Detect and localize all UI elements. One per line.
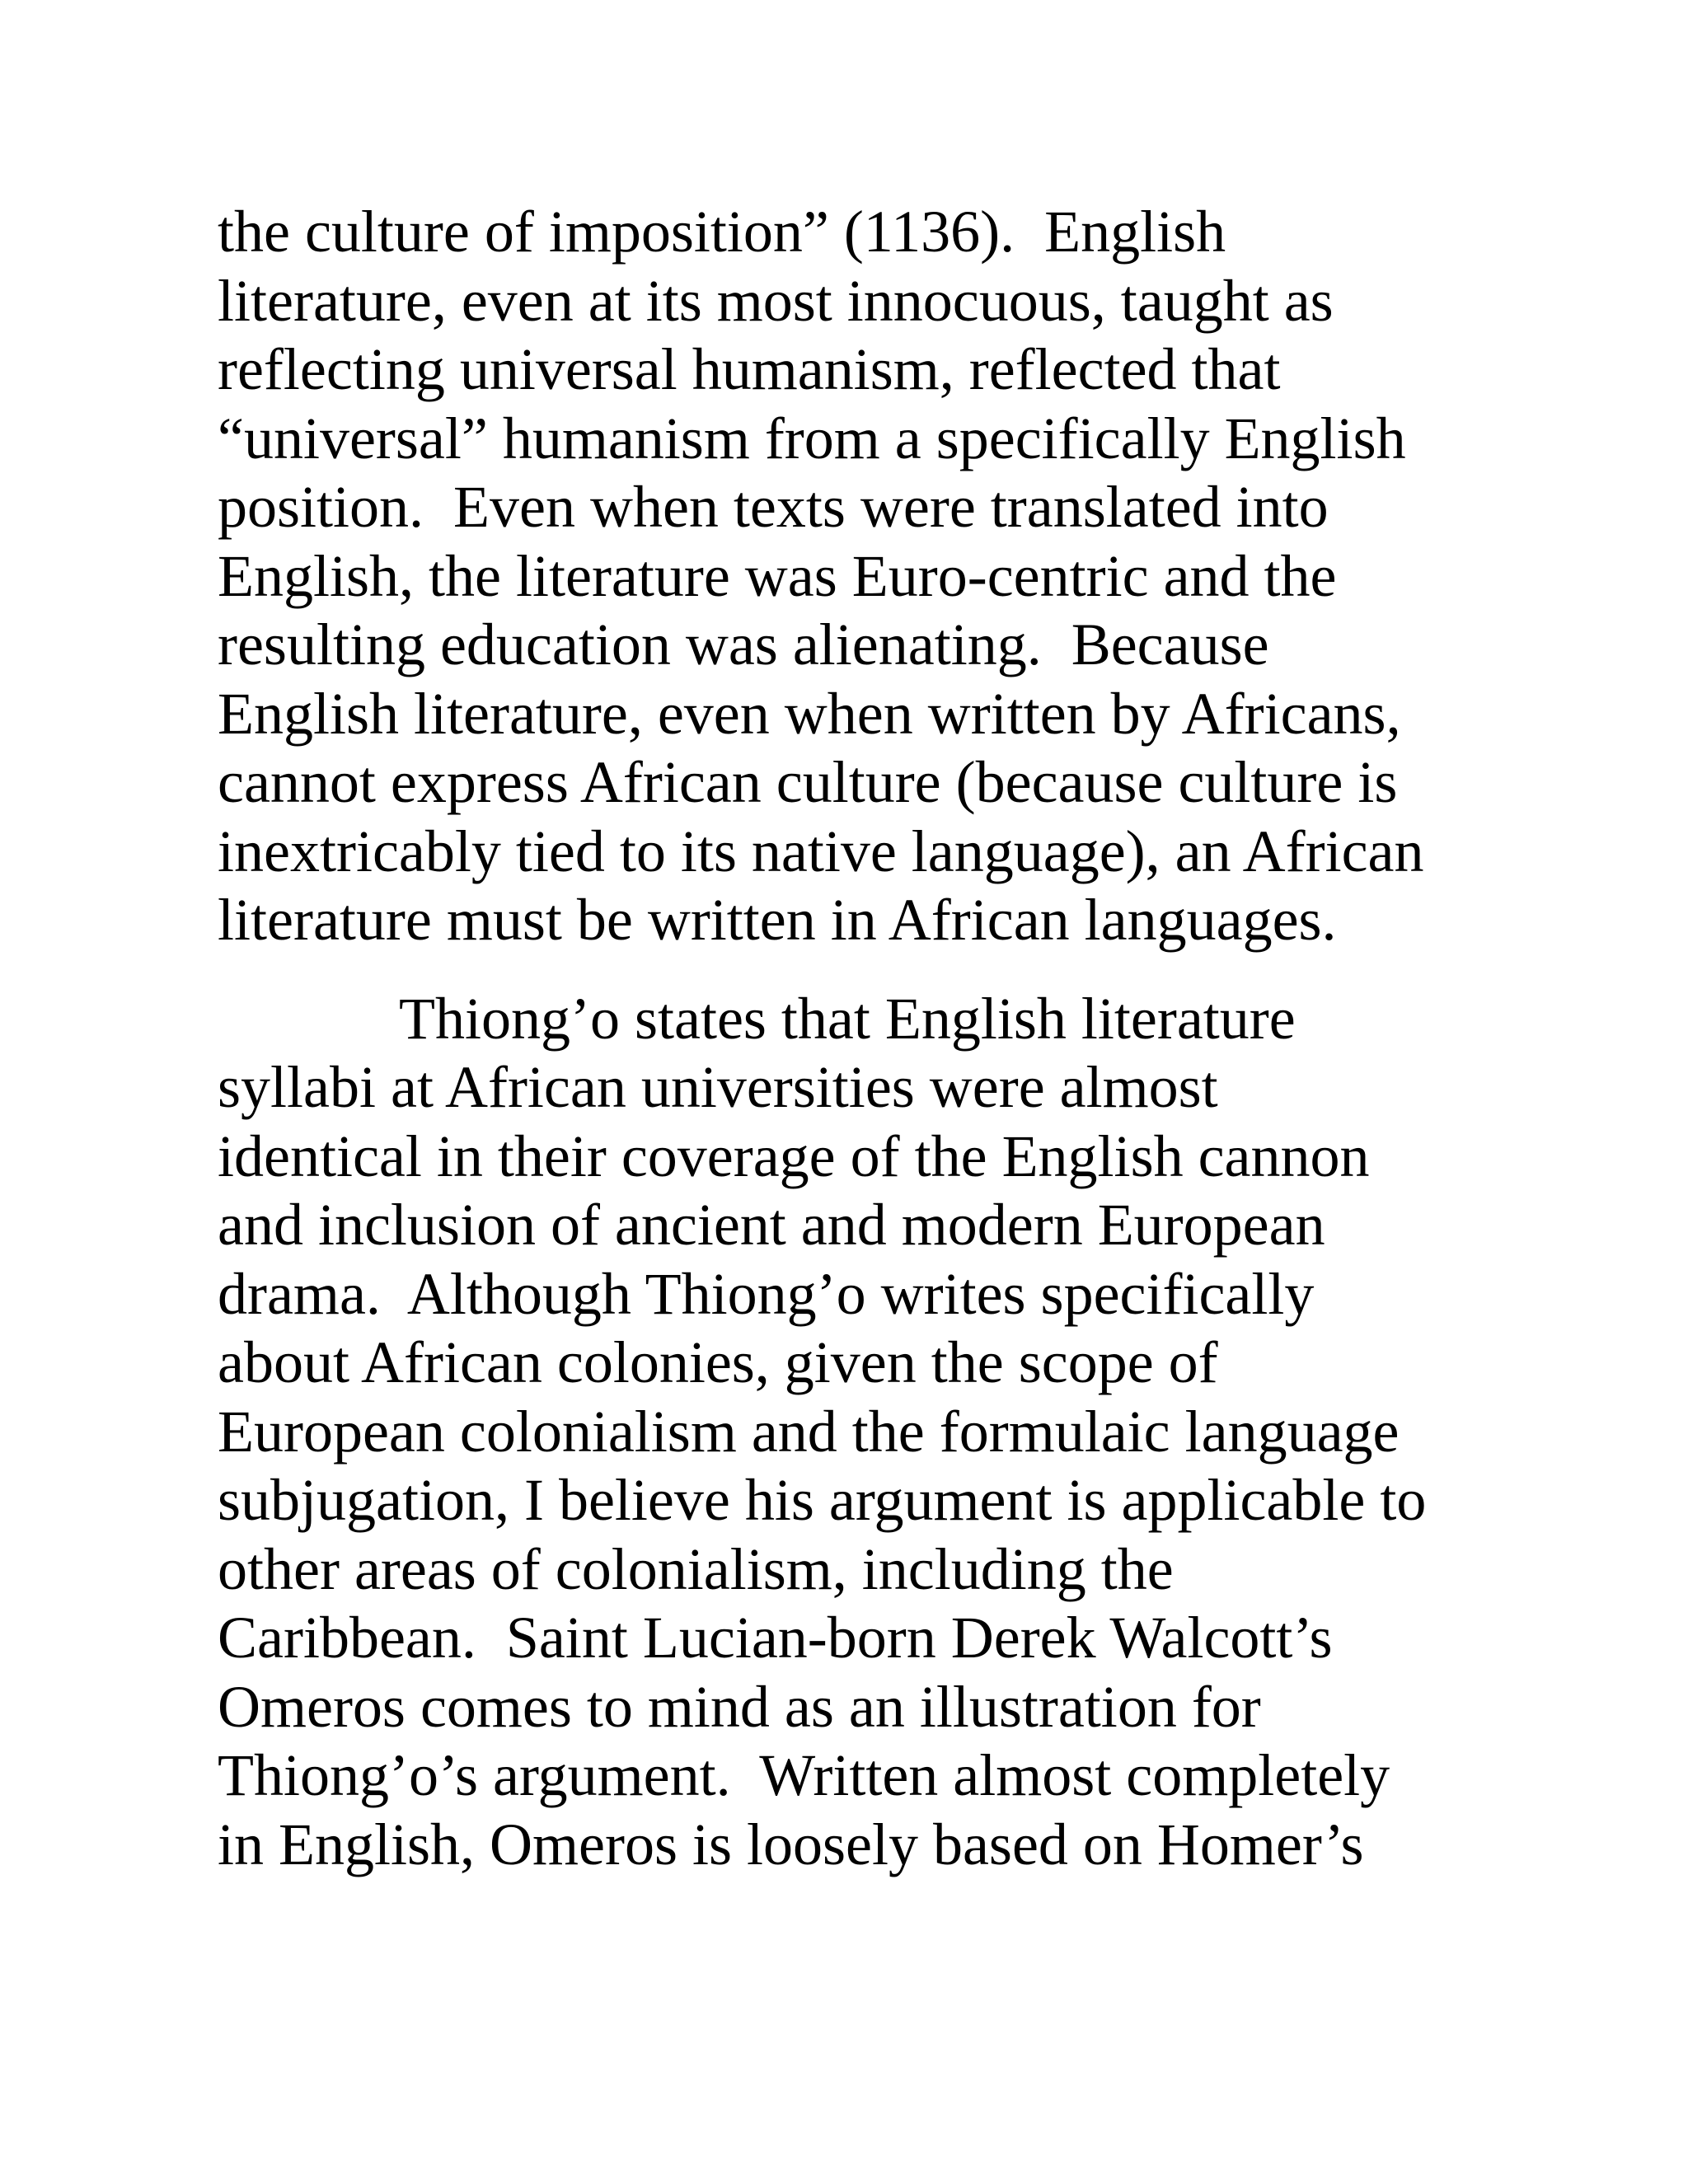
text-line: “universal” humanism from a specifically English — [218, 405, 1406, 471]
text-line: Caribbean. Saint Lucian-born Derek Walcott’s — [218, 1605, 1333, 1671]
text-line: inextricably tied to its native language), an African — [218, 818, 1424, 884]
text-line: position. Even when texts were translated into — [218, 474, 1329, 540]
text-line: European colonialism and the formulaic language — [218, 1398, 1400, 1465]
text-line: cannot express African culture (because culture is — [218, 749, 1398, 815]
paragraph-2 — [218, 985, 1619, 1880]
text-line: about African colonies, given the scope of — [218, 1329, 1218, 1395]
text-line: Thiong’o states that English literature — [399, 985, 1296, 1052]
text-line: Omeros comes to mind as an illustration for — [218, 1673, 1261, 1740]
text-line: literature, even at its most innocuous, taught as — [218, 267, 1334, 334]
text-line: English literature, even when written by Africans, — [218, 680, 1401, 747]
text-line: in English, Omeros is loosely based on Homer’s — [218, 1811, 1364, 1877]
text-line: Thiong’o’s argument. Written almost completely — [218, 1742, 1390, 1808]
text-line: English, the literature was Euro-centric and the — [218, 542, 1337, 609]
text-line: reflecting universal humanism, reflected that — [218, 336, 1281, 402]
text-line: the culture of imposition” (1136). English — [218, 199, 1226, 265]
text-line: literature must be written in African languages. — [218, 887, 1337, 953]
text-line: drama. Although Thiong’o writes specifically — [218, 1260, 1315, 1327]
text-line: and inclusion of ancient and modern European — [218, 1192, 1325, 1258]
text-line: syllabi at African universities were almost — [218, 1054, 1218, 1120]
paragraph-1 — [218, 198, 1619, 955]
text-line: other areas of colonialism, including the — [218, 1535, 1174, 1602]
text-line: resulting education was alienating. Because — [218, 612, 1269, 677]
text-line: identical in their coverage of the English cannon — [218, 1122, 1370, 1189]
text-line: subjugation, I believe his argument is applicable to — [218, 1467, 1427, 1533]
body-text — [218, 198, 1619, 1879]
